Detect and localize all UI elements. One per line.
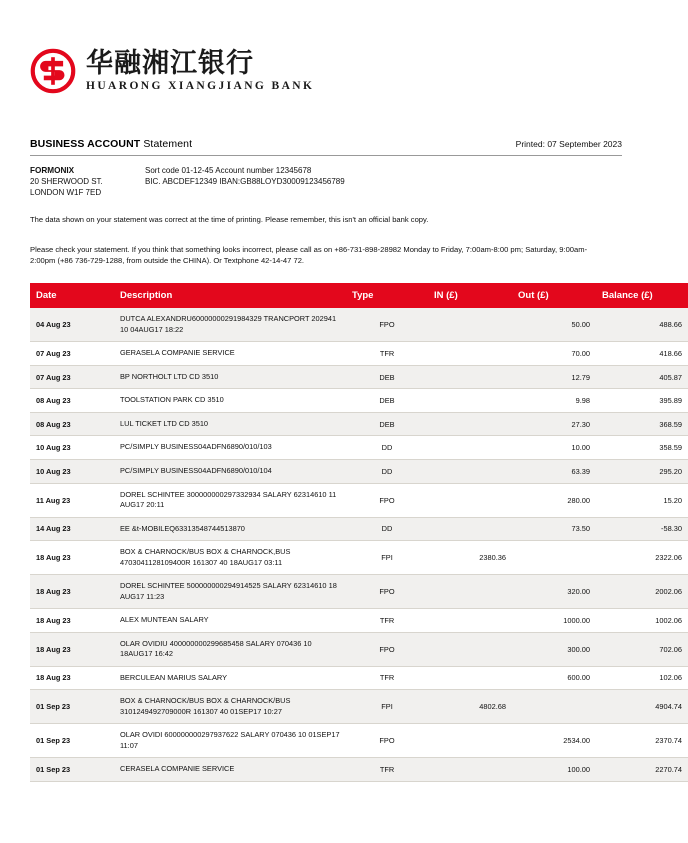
- cell-description: BOX & CHARNOCK/BUS BOX & CHARNOCK/BUS 3101249492709000R 161307 40 01SEP17 10:27: [114, 690, 346, 724]
- cell-description: DOREL SCHINTEE 500000000294914525 SALARY 62314610 18 AUG17 11:23: [114, 575, 346, 609]
- printing-disclaimer: The data shown on your statement was correct at the time of printing. Please remember, this isn't an official bank copy.: [30, 215, 429, 225]
- cell-in: [428, 666, 512, 690]
- cell-in: [428, 483, 512, 517]
- cell-balance: 15.20: [596, 483, 688, 517]
- table-row: [30, 609, 688, 633]
- cell-in: [428, 609, 512, 633]
- cell-balance: 2270.74: [596, 758, 688, 782]
- cell-balance: 368.59: [596, 412, 688, 436]
- cell-type: TFR: [346, 609, 428, 633]
- bank-name-cn: 华融湘江银行: [86, 47, 254, 79]
- table-row: [30, 541, 688, 575]
- cell-description: BOX & CHARNOCK/BUS BOX & CHARNOCK,BUS 4703041128109400R 161307 40 18AUG17 03:11: [114, 541, 346, 575]
- table-row: [30, 389, 688, 413]
- cell-type: TFR: [346, 666, 428, 690]
- cell-out: 63.39: [512, 459, 596, 483]
- page-title: [30, 138, 192, 150]
- cell-balance: 2370.74: [596, 724, 688, 758]
- cell-out: 100.00: [512, 758, 596, 782]
- cell-date: 18 Aug 23: [30, 575, 114, 609]
- table-row: [30, 758, 688, 782]
- cell-in: [428, 436, 512, 460]
- cell-type: DD: [346, 459, 428, 483]
- cell-balance: 2322.06: [596, 541, 688, 575]
- cell-out: 12.79: [512, 365, 596, 389]
- cell-balance: 295.20: [596, 459, 688, 483]
- cell-out: 1000.00: [512, 609, 596, 633]
- cell-date: 18 Aug 23: [30, 609, 114, 633]
- cell-description: GERASELA COMPANIE SERVICE: [114, 342, 346, 366]
- table-row: [30, 412, 688, 436]
- account-details: [30, 165, 622, 198]
- cell-balance: -58.30: [596, 517, 688, 541]
- cell-in: [428, 758, 512, 782]
- cell-in: [428, 389, 512, 413]
- table-row: [30, 690, 688, 724]
- cell-date: 07 Aug 23: [30, 342, 114, 366]
- account-address: [30, 165, 145, 198]
- cell-type: DD: [346, 436, 428, 460]
- cell-balance: 488.66: [596, 308, 688, 342]
- transactions-table-body: [30, 308, 688, 781]
- cell-type: DEB: [346, 389, 428, 413]
- cell-description: DUTCA ALEXANDRU60000000291984329 TRANCPORT 202941 10 04AUG17 18:22: [114, 308, 346, 342]
- account-holder-name: FORMONIX: [30, 166, 75, 175]
- cell-description: DOREL SCHINTEE 300000000297332934 SALARY 62314610 11 AUG17 20:11: [114, 483, 346, 517]
- cell-date: 04 Aug 23: [30, 308, 114, 342]
- cell-description: OLAR OVIDIU 400000000299685458 SALARY 070436 10 18AUG17 16:42: [114, 632, 346, 666]
- cell-type: DEB: [346, 365, 428, 389]
- cell-description: ALEX MUNTEAN SALARY: [114, 609, 346, 633]
- cell-out: 10.00: [512, 436, 596, 460]
- cell-date: 14 Aug 23: [30, 517, 114, 541]
- column-header-out: Out (£): [512, 283, 596, 308]
- cell-type: FPO: [346, 575, 428, 609]
- bic-iban: BIC. ABCDEF12349 IBAN:GB88LOYD30009123456789: [145, 177, 345, 187]
- cell-balance: 102.06: [596, 666, 688, 690]
- bank-name-en: HUARONG XIANGJIANG BANK: [86, 80, 315, 93]
- cell-out: 27.30: [512, 412, 596, 436]
- cell-out: 70.00: [512, 342, 596, 366]
- table-row: [30, 666, 688, 690]
- cell-type: FPI: [346, 690, 428, 724]
- cell-date: 08 Aug 23: [30, 389, 114, 413]
- table-row: [30, 575, 688, 609]
- page-title-light: Statement: [140, 138, 193, 150]
- cell-date: 11 Aug 23: [30, 483, 114, 517]
- cell-in: [428, 724, 512, 758]
- cell-in: [428, 342, 512, 366]
- table-row: [30, 517, 688, 541]
- cell-in: 2380.36: [428, 541, 512, 575]
- cell-out: [512, 690, 596, 724]
- page-title-bold: BUSINESS ACCOUNT: [30, 138, 141, 150]
- account-address-line-1: 20 SHERWOOD ST.: [30, 177, 103, 187]
- contact-disclaimer: Please check your statement. If you think that something looks incorrect, please call as on +86-731-898-28982 Monday to Friday, 7:00am-8:00 pm; Saturday, 9:00am-2:00pm (+86 736-729-1288, from outside the CHINA). Or Textphone 42-14-47 72.: [30, 245, 588, 266]
- cell-in: [428, 517, 512, 541]
- cell-date: 08 Aug 23: [30, 412, 114, 436]
- cell-description: TOOLSTATION PARK CD 3510: [114, 389, 346, 413]
- column-header-type: Type: [346, 283, 428, 308]
- cell-balance: 395.89: [596, 389, 688, 413]
- cell-date: 01 Sep 23: [30, 724, 114, 758]
- bank-logo: [30, 0, 622, 102]
- cell-type: FPO: [346, 632, 428, 666]
- cell-date: 07 Aug 23: [30, 365, 114, 389]
- cell-date: 10 Aug 23: [30, 459, 114, 483]
- cell-balance: 4904.74: [596, 690, 688, 724]
- cell-out: [512, 541, 596, 575]
- statement-header: [30, 138, 622, 150]
- cell-date: 10 Aug 23: [30, 436, 114, 460]
- cell-type: DEB: [346, 412, 428, 436]
- transactions-table: [30, 283, 688, 781]
- cell-description: PC/SIMPLY BUSINESS04ADFN6890/010/103: [114, 436, 346, 460]
- cell-type: TFR: [346, 342, 428, 366]
- cell-in: [428, 459, 512, 483]
- cell-balance: 2002.06: [596, 575, 688, 609]
- cell-out: 73.50: [512, 517, 596, 541]
- cell-description: EE &t-MOBILEQ63313548744513870: [114, 517, 346, 541]
- cell-balance: 418.66: [596, 342, 688, 366]
- table-row: [30, 724, 688, 758]
- column-header-in: IN (£): [428, 283, 512, 308]
- cell-type: DD: [346, 517, 428, 541]
- cell-balance: 358.59: [596, 436, 688, 460]
- cell-description: LUL TICKET LTD CD 3510: [114, 412, 346, 436]
- cell-out: 280.00: [512, 483, 596, 517]
- cell-type: FPO: [346, 483, 428, 517]
- printed-date: Printed: 07 September 2023: [515, 139, 622, 149]
- column-header-balance: Balance (£): [596, 283, 688, 308]
- bank-emblem-icon: [30, 48, 76, 94]
- table-row: [30, 436, 688, 460]
- sort-code-account-number: Sort code 01-12-45 Account number 12345678: [145, 166, 312, 175]
- cell-in: [428, 575, 512, 609]
- cell-description: CERASELA COMPANIE SERVICE: [114, 758, 346, 782]
- cell-in: [428, 308, 512, 342]
- table-row: [30, 342, 688, 366]
- account-numbers: [145, 165, 622, 198]
- cell-date: 18 Aug 23: [30, 666, 114, 690]
- cell-description: BP NORTHOLT LTD CD 3510: [114, 365, 346, 389]
- column-header-description: Description: [114, 283, 346, 308]
- cell-out: 300.00: [512, 632, 596, 666]
- cell-type: FPI: [346, 541, 428, 575]
- cell-type: FPO: [346, 724, 428, 758]
- cell-description: BERCULEAN MARIUS SALARY: [114, 666, 346, 690]
- cell-date: 18 Aug 23: [30, 632, 114, 666]
- cell-type: TFR: [346, 758, 428, 782]
- header-divider: [30, 155, 622, 156]
- cell-type: FPO: [346, 308, 428, 342]
- cell-date: 01 Sep 23: [30, 758, 114, 782]
- cell-balance: 1002.06: [596, 609, 688, 633]
- cell-in: [428, 365, 512, 389]
- transactions-table-header: [30, 283, 688, 308]
- account-address-line-2: LONDON W1F 7ED: [30, 188, 102, 198]
- cell-out: 50.00: [512, 308, 596, 342]
- table-row: [30, 459, 688, 483]
- cell-description: OLAR OVIDI 600000000297937622 SALARY 070436 10 01SEP17 11:07: [114, 724, 346, 758]
- column-header-date: Date: [30, 283, 114, 308]
- cell-in: 4802.68: [428, 690, 512, 724]
- cell-balance: 702.06: [596, 632, 688, 666]
- bank-name-block: [86, 47, 315, 93]
- cell-date: 01 Sep 23: [30, 690, 114, 724]
- cell-in: [428, 412, 512, 436]
- cell-out: 320.00: [512, 575, 596, 609]
- cell-out: 9.98: [512, 389, 596, 413]
- table-row: [30, 483, 688, 517]
- cell-in: [428, 632, 512, 666]
- table-header-row: [30, 283, 688, 308]
- cell-description: PC/SIMPLY BUSINESS04ADFN6890/010/104: [114, 459, 346, 483]
- table-row: [30, 365, 688, 389]
- cell-out: 600.00: [512, 666, 596, 690]
- cell-out: 2534.00: [512, 724, 596, 758]
- table-row: [30, 632, 688, 666]
- cell-date: 18 Aug 23: [30, 541, 114, 575]
- cell-balance: 405.87: [596, 365, 688, 389]
- table-row: [30, 308, 688, 342]
